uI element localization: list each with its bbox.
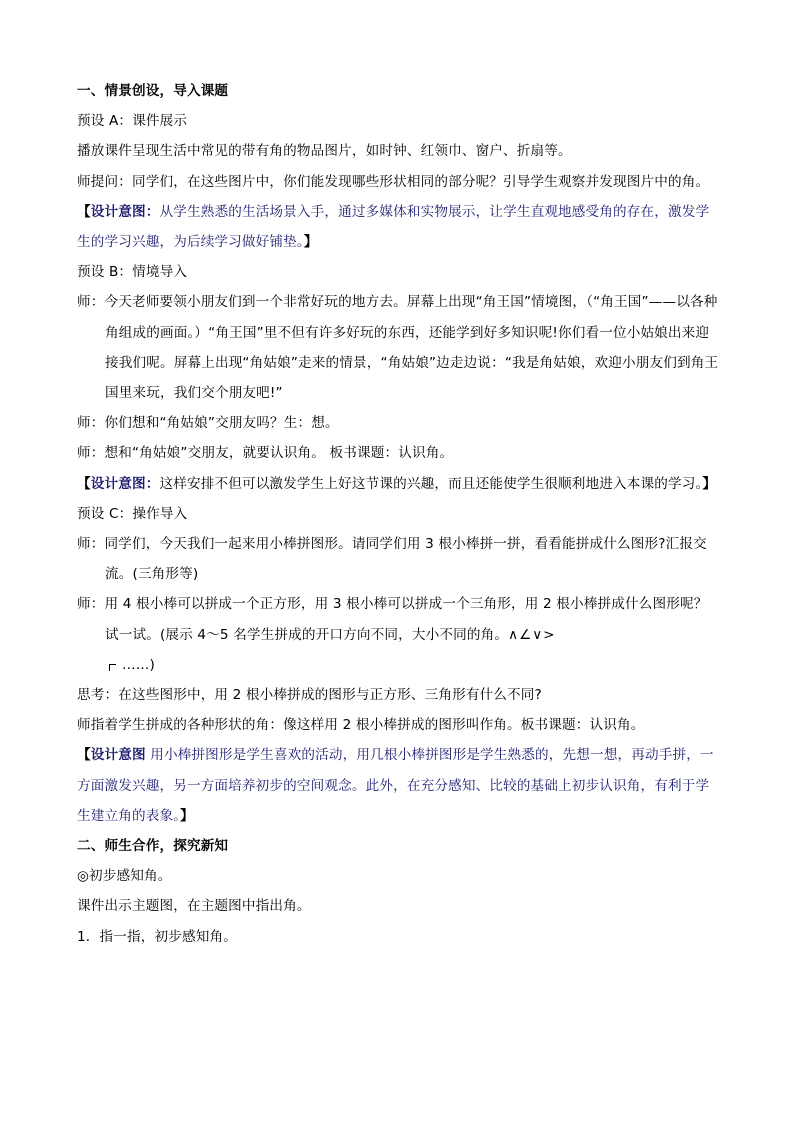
teacher-paragraph-angles — [77, 589, 719, 680]
numbered-item: 1．指一指，初步感知角。 — [77, 928, 237, 945]
dialogue-line: 师：你们想和“角姑娘”交朋友吗？生：想。 — [77, 415, 339, 432]
document-page — [77, 76, 719, 952]
intent-text: 用小棒拼图形是学生喜欢的活动，用几根小棒拼图形是学生熟悉的，先想一想，再动手拼，一方面激发兴趣，另一方面培养初步的空间观念。此外，在充分感知、比较的基础上初步认识角，有利于学生建立角的表象。 — [77, 747, 714, 824]
design-intent-b — [77, 469, 719, 499]
right-angle-corner-icon — [109, 664, 116, 671]
teacher-explanation: 师指着学生拼成的各种形状的角：像这样用 2 根小棒拼成的图形叫作角。板书课题：认识角。 — [77, 717, 645, 734]
intent-label: 设计意图 — [90, 475, 146, 492]
paragraph-end: ……) — [122, 656, 155, 673]
thinking-question: 思考：在这些图形中，用 2 根小棒拼成的图形与正方形、三角形有什么不同? — [77, 687, 542, 704]
teacher-paragraph: 师：同学们，今天我们一起来用小棒拼图形。请同学们用 3 根小棒拼一拼，看看能拼成什么图形?汇报交流。(三角形等) — [77, 536, 707, 583]
paragraph: 播放课件呈现生活中常见的带有角的物品图片，如时钟、红领巾、窗户、折扇等。 — [77, 143, 572, 160]
paragraph: ◎初步感知角。 — [77, 868, 172, 885]
dialogue-line: 师：想和“角姑娘”交朋友，就要认识角。 板书课题：认识角。 — [77, 445, 454, 462]
intent-open-bracket: 【 — [77, 747, 91, 764]
intent-text: 这样安排不但可以激发学生上好这节课的兴趣，而且还能使学生很顺利地进入本课的学习。 — [159, 475, 703, 492]
intent-colon: ： — [145, 203, 160, 220]
intent-label: 设计意图 — [90, 747, 146, 764]
preset-c-title: 预设 C：操作导入 — [77, 505, 188, 522]
intent-colon: ： — [145, 475, 160, 492]
preset-a-title: 预设 A：课件展示 — [77, 113, 188, 130]
design-intent-c — [77, 740, 719, 831]
intent-label: 设计意图 — [90, 203, 146, 220]
paragraph: 课件出示主题图，在主题图中指出角。 — [77, 898, 311, 915]
intent-close-bracket: 】 — [303, 234, 318, 251]
teacher-paragraph: 师：今天老师要领小朋友们到一个非常好玩的地方去。屏幕上出现“角王国”情境图，（“角王国”——以各种角组成的画面。）“角王国”里不但有许多好玩的东西，还能学到好多知识呢!你们看一位小姑娘出来迎接我们呢。屏幕上出现“角姑娘”走来的情景，“角姑娘”边走边说：“我是角姑娘，欢迎小朋友们到角王国里来玩，我们交个朋友吧!” — [77, 294, 719, 402]
intent-close-bracket: 】 — [180, 807, 194, 824]
design-intent-a — [77, 197, 719, 257]
section-heading-1: 一、情景创设，导入课题 — [77, 83, 229, 99]
intent-text: 从学生熟悉的生活场景入手，通过多媒体和实物展示，让学生直观地感受角的存在，激发学生的学习兴趣，为后续学习做好铺垫。 — [77, 203, 710, 251]
intent-close-bracket: 】 — [702, 475, 717, 492]
intent-open-bracket: 【 — [77, 203, 91, 220]
paragraph: 师提问：同学们，在这些图片中，你们能发现哪些形状相同的部分呢？引导学生观察并发现图片中的角。 — [77, 173, 710, 190]
section-heading-2: 二、师生合作，探究新知 — [77, 838, 229, 855]
angle-shapes-icon: ∧∠∨> — [508, 626, 556, 643]
paragraph-text: 师：用 4 根小棒可以拼成一个正方形，用 3 根小棒可以拼成一个三角形，用 2 根小棒拼成什么图形呢？试一试。(展示 4～5 名学生拼成的开口方向不同，大小不同的角。 — [77, 596, 708, 643]
preset-b-title: 预设 B：情境导入 — [77, 264, 188, 281]
intent-open-bracket: 【 — [77, 475, 91, 492]
